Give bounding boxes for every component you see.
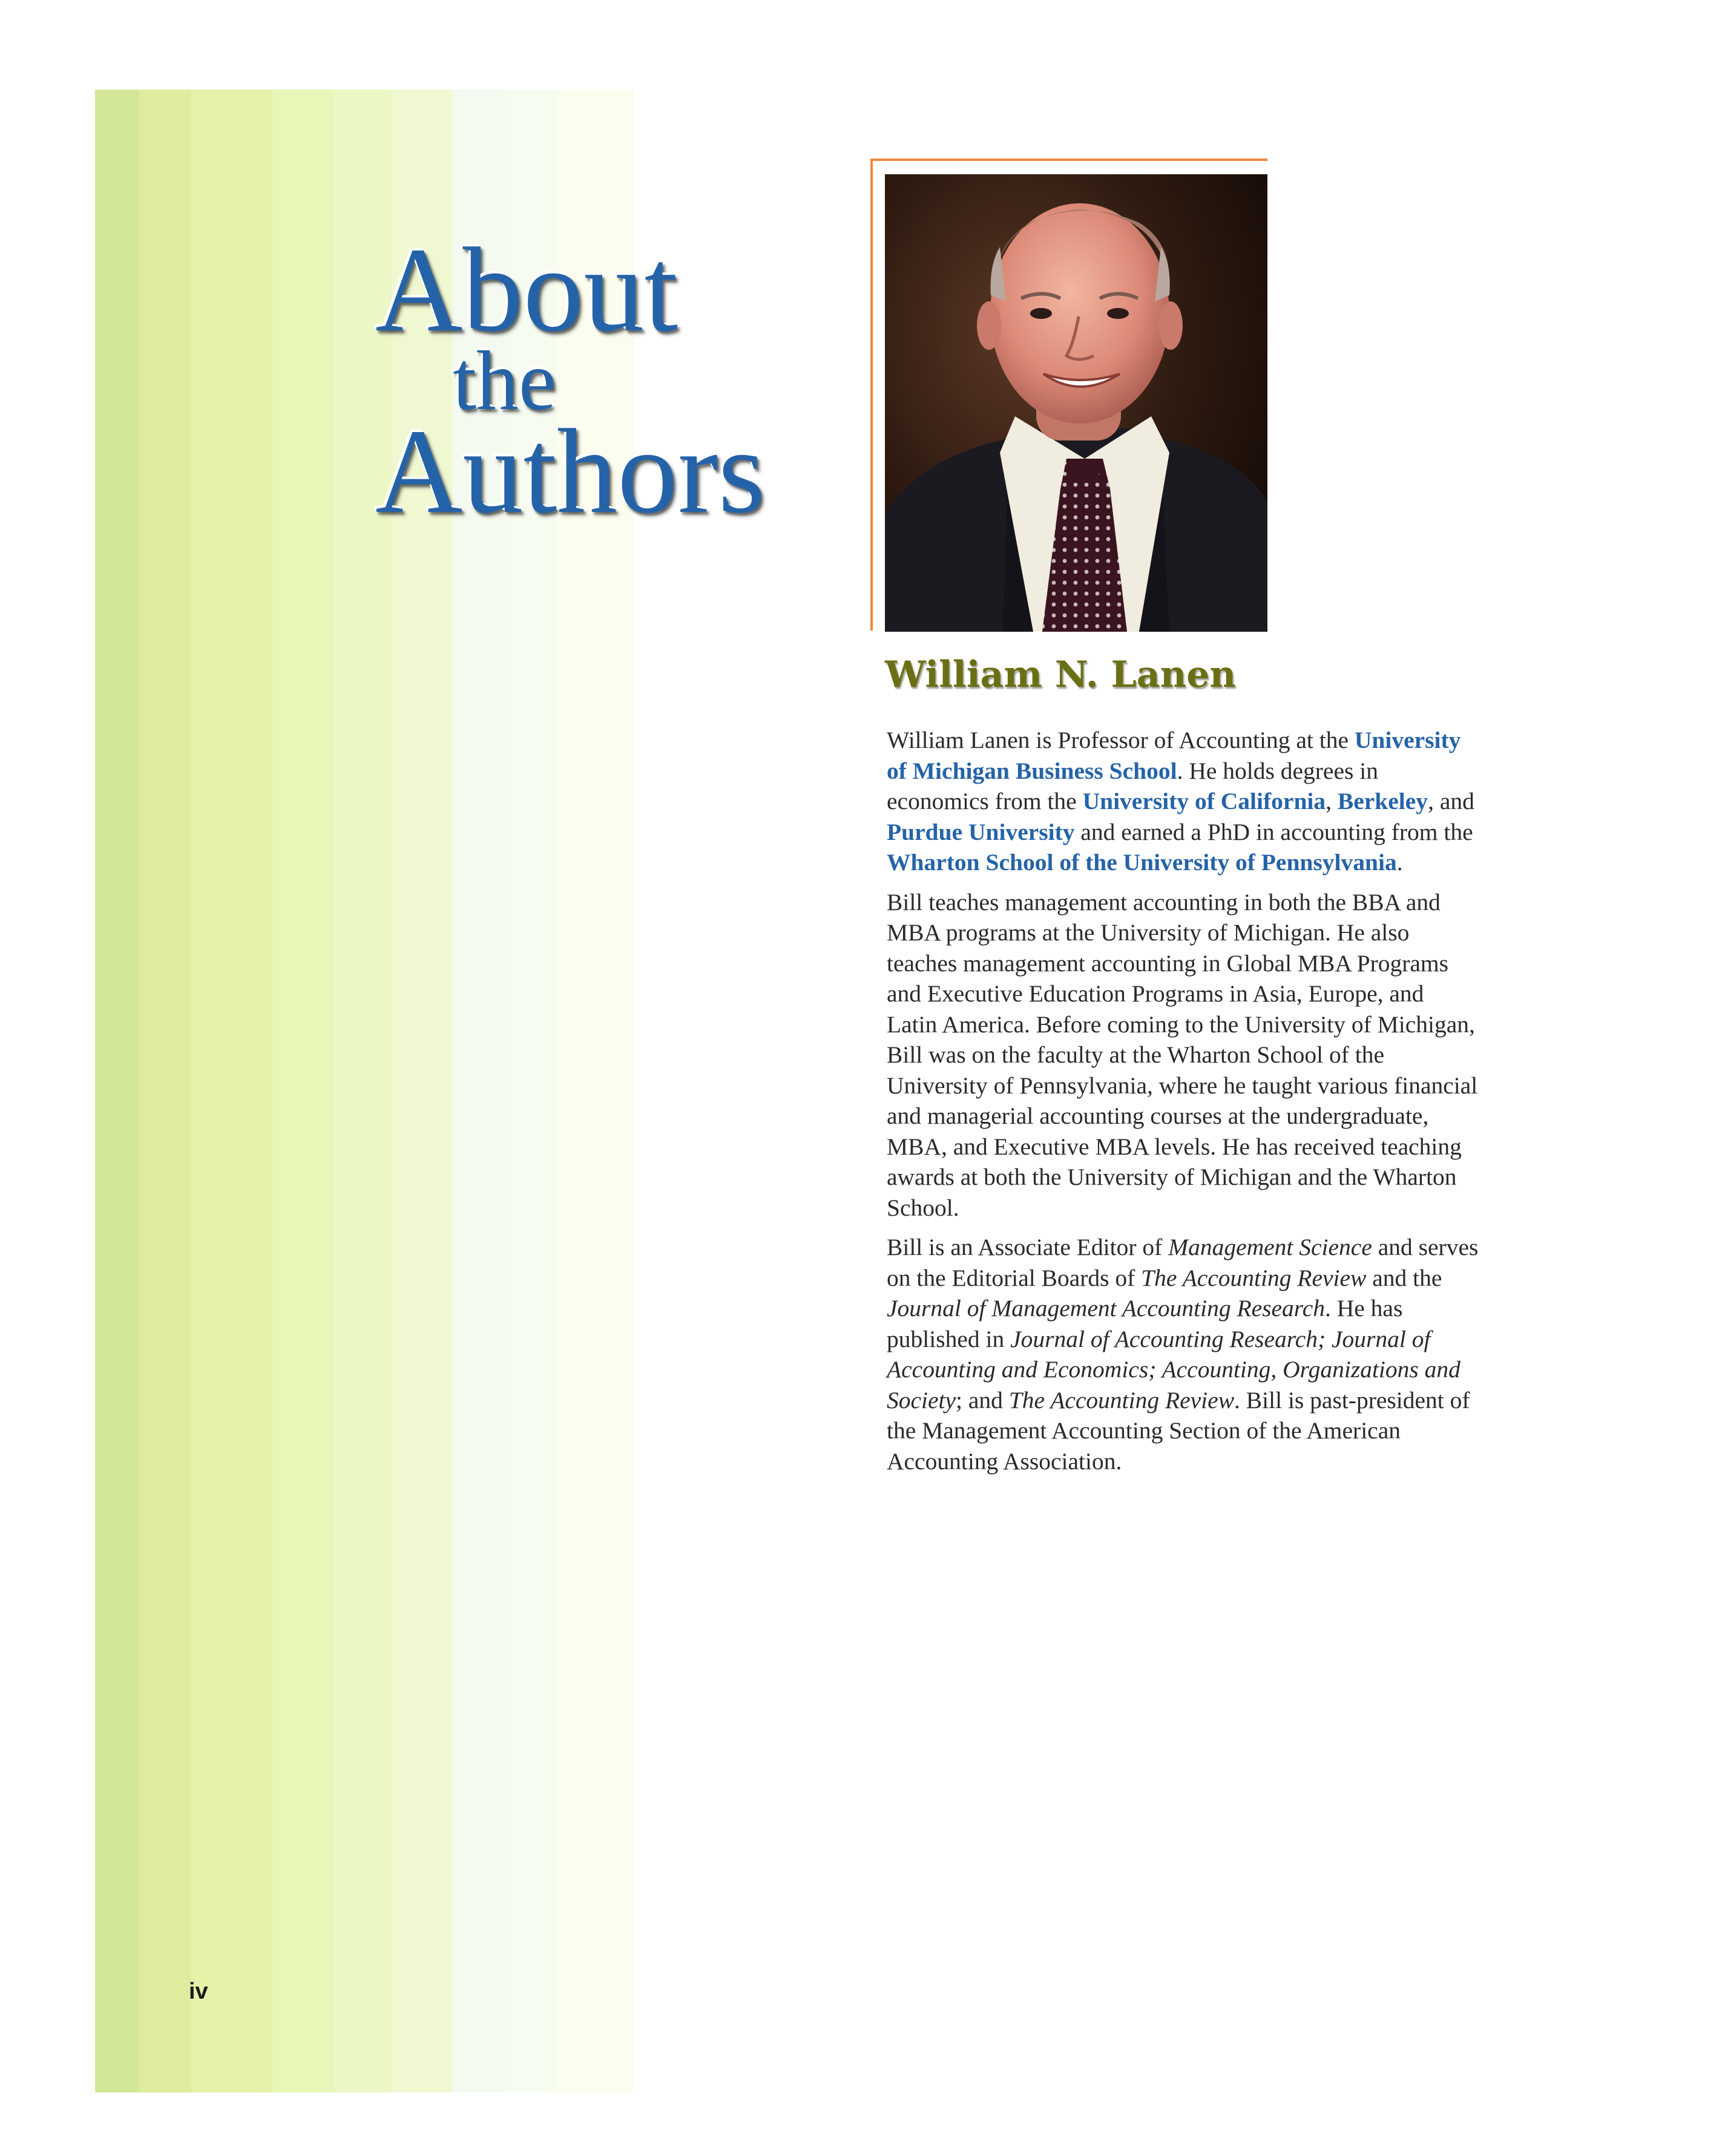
bio-text: , and: [1428, 788, 1474, 814]
heading-authors: Authors: [375, 405, 766, 539]
bio-text: . He holds degrees in economics from the: [887, 757, 1378, 814]
author-name: William N. Lanen: [885, 654, 1237, 696]
heading-the: the: [453, 334, 557, 428]
author-photo: [885, 174, 1267, 632]
bio-text: Bill teaches management accounting in both the BBA and MBA programs at the University of Michigan. He also teaches management accounting in Global MBA Programs and Executive Education Programs in Asia, Europe, and Latin America. Before coming to the University of Michigan, Bill was on the faculty at the Wharton School of the University of Pennsylvania, where he taught various financial and managerial accounting courses at the undergraduate, MBA, and Executive MBA levels. He has received teaching awards at both the University of Michigan and the Wharton School.: [887, 888, 1478, 1221]
institution-name: University of Michigan Business School: [887, 727, 1461, 784]
bio-text: . He has published in: [887, 1295, 1403, 1352]
bio-text: Bill is an Associate Editor of: [887, 1234, 1169, 1260]
institution-name: Wharton School of the University of Pennsylvania: [887, 849, 1397, 876]
bio-text: . Bill is past-president of the Management Accounting Section of the American Accounting Association.: [887, 1386, 1470, 1475]
bio-text: .: [1396, 849, 1403, 876]
bio-text: and earned a PhD in accounting from the: [1074, 818, 1473, 845]
bio-text: ; and: [956, 1386, 1009, 1414]
stripe: [191, 90, 272, 2092]
institution-name: Berkeley: [1337, 788, 1428, 814]
bio-paragraph-1: [887, 725, 1480, 878]
author-bio: [887, 725, 1480, 1486]
publication-title: Journal of Management Accounting Research: [887, 1295, 1325, 1322]
bio-text: and serves on the Editorial Boards of: [887, 1234, 1479, 1291]
heading-about: About: [375, 223, 678, 357]
author-portrait-graphic: [885, 174, 1267, 632]
bio-text: William Lanen is Professor of Accounting at the: [887, 727, 1355, 753]
bio-paragraph-2: [887, 887, 1480, 1224]
publication-title: Management Science: [1168, 1234, 1372, 1260]
publication-title: The Accounting Review: [1008, 1386, 1235, 1414]
stripe: [95, 90, 139, 2092]
institution-name: University of California: [1082, 788, 1326, 814]
stripe: [556, 90, 634, 2092]
stripe: [272, 90, 334, 2092]
bio-text: ,: [1326, 788, 1338, 814]
stripe: [334, 90, 392, 2092]
institution-name: Purdue University: [887, 818, 1075, 845]
publication-title: The Accounting Review: [1141, 1264, 1367, 1291]
bio-paragraph-3: [887, 1232, 1480, 1476]
bio-text: and the: [1366, 1264, 1442, 1291]
stripe: [139, 90, 191, 2092]
publication-title: Journal of Accounting Research; Journal of Accounting and Economics; Accounting, Organizations and Society: [887, 1325, 1460, 1414]
page-number: iv: [189, 1979, 208, 2004]
stripe: [392, 90, 452, 2092]
